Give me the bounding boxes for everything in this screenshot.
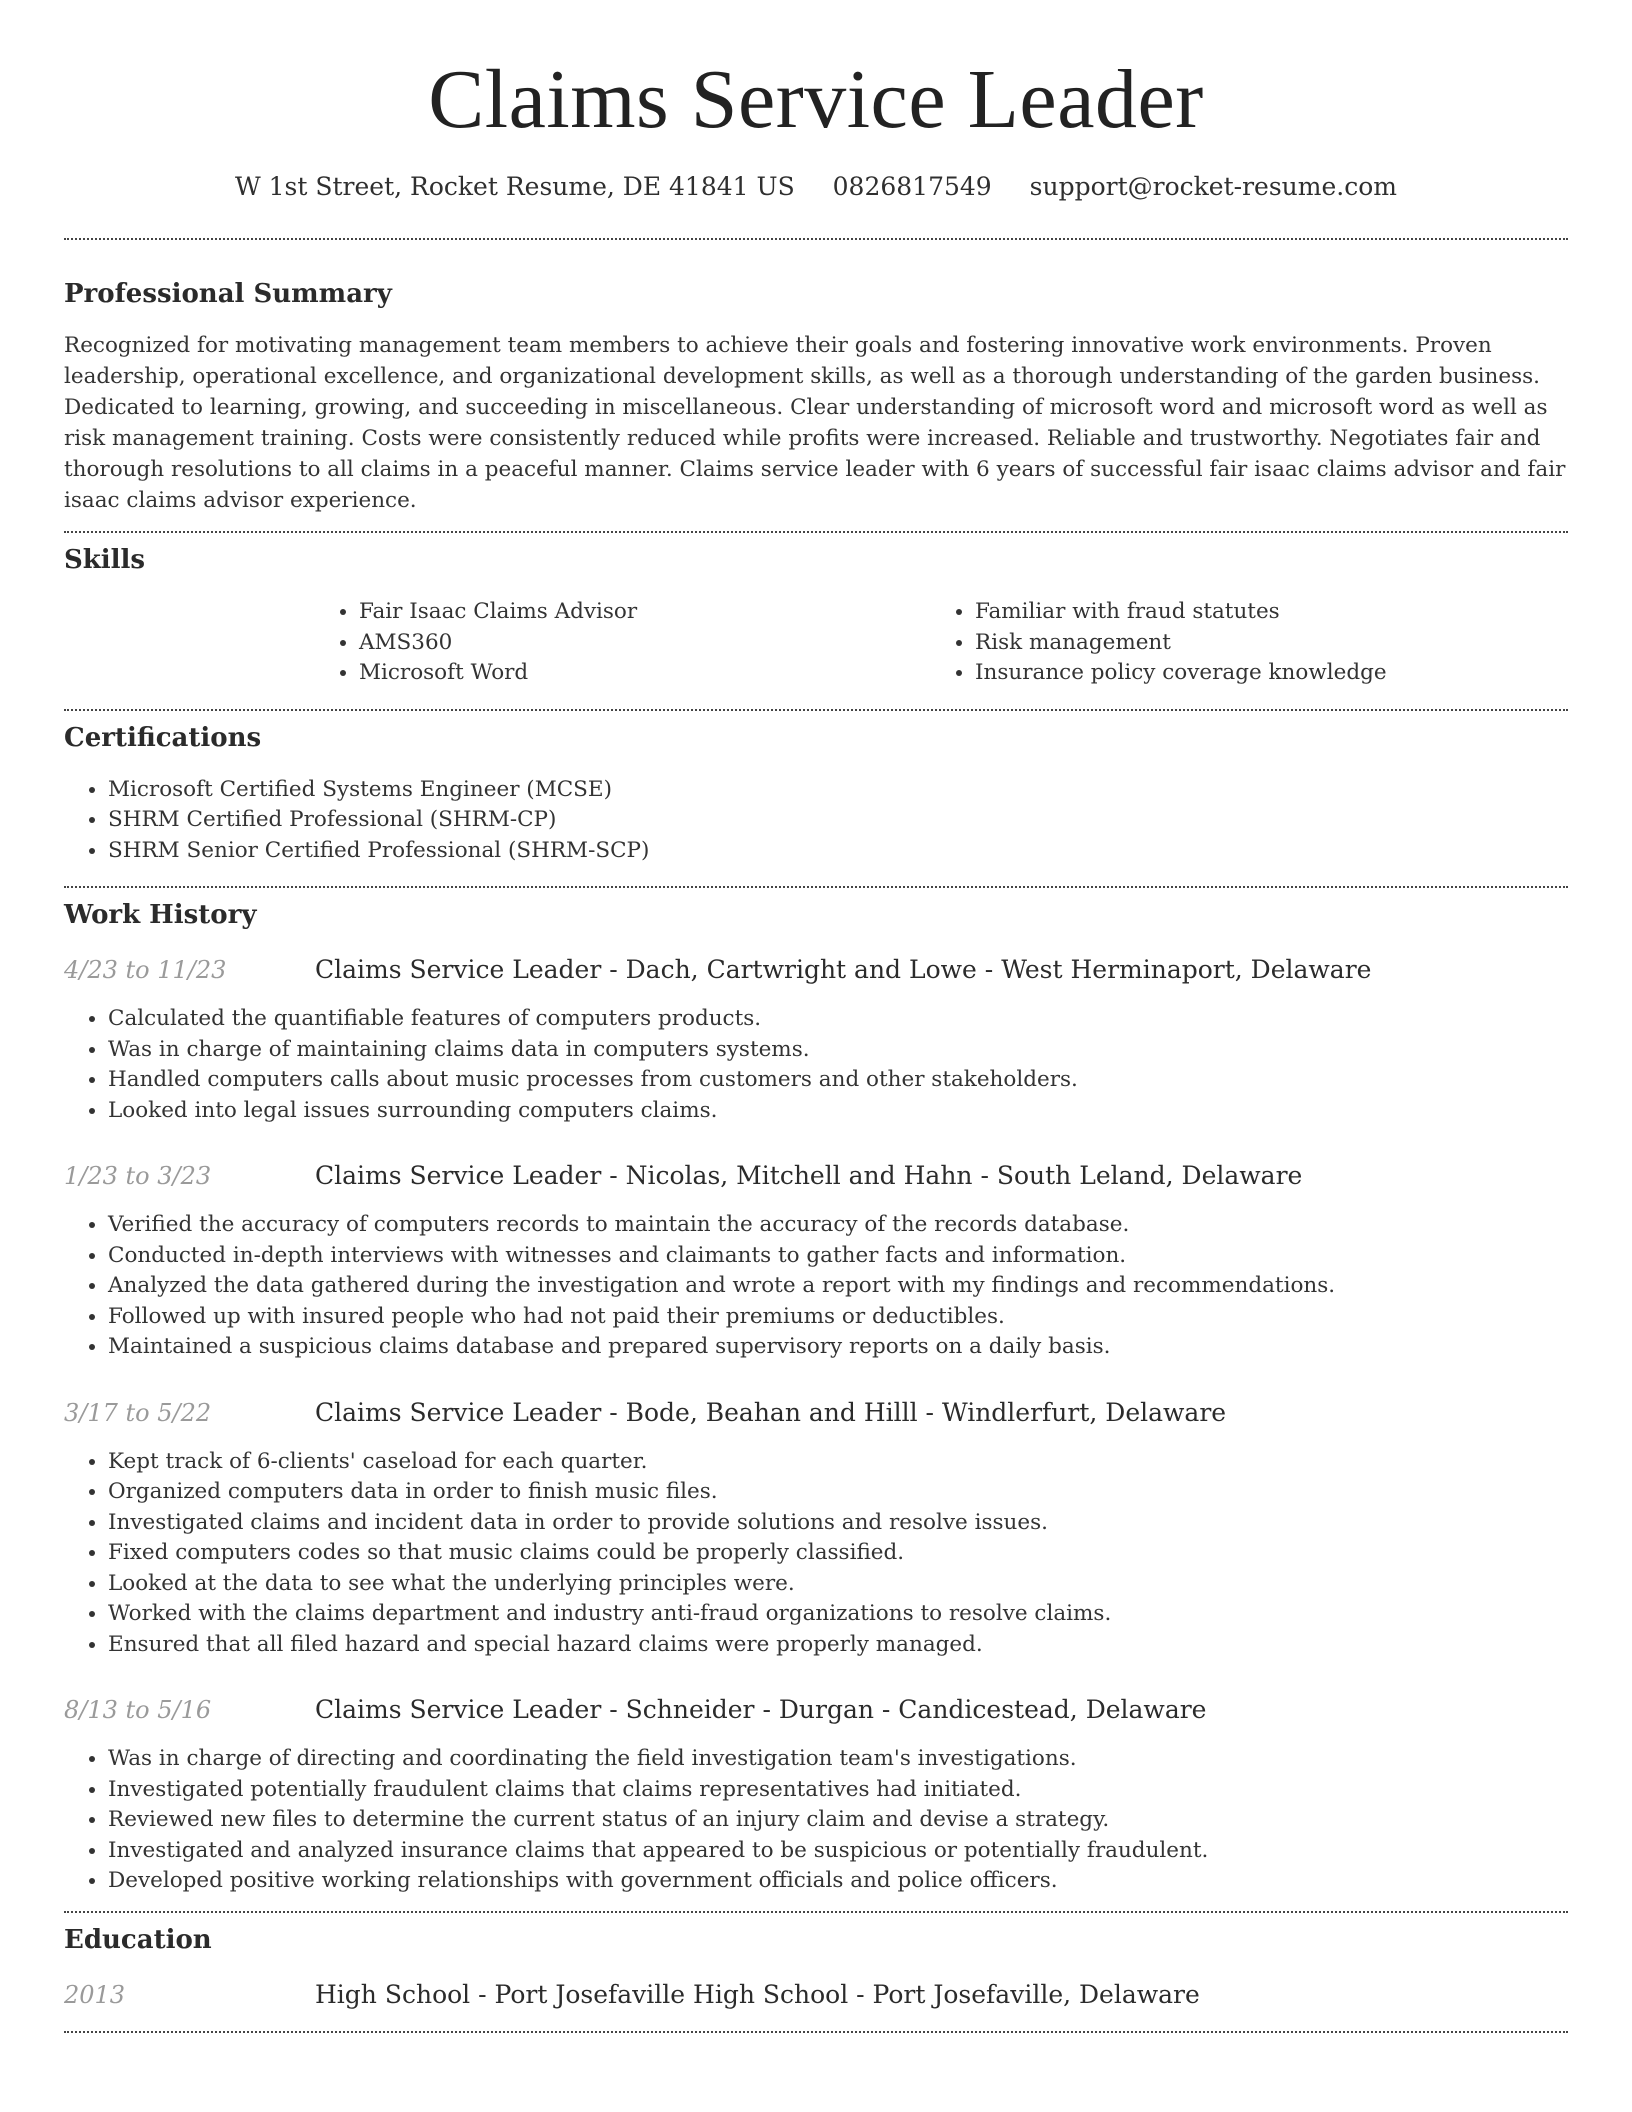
job-dates: 1/23 to 3/23 [64,1162,212,1190]
skill-item: • AMS360 [359,628,931,659]
job-bullet: • Conducted in-depth interviews with witnesses and claimants to gather facts and information. [108,1241,1568,1272]
job-bullet: • Reviewed new files to determine the current status of an injury claim and devise a strategy. [108,1805,1568,1836]
skill-item: • Familiar with fraud statutes [975,597,1547,628]
job-header [64,1694,1568,1726]
job-bullet: • Was in charge of directing and coordinating the field investigation team's investigations. [108,1744,1568,1775]
job-heading: Claims Service Leader - Dach, Cartwright and Lowe - West Herminaport, Delaware [315,955,1372,984]
job-bullet: • Handled computers calls about music processes from customers and other stakeholders. [108,1065,1568,1096]
skill-item: • Insurance policy coverage knowledge [975,658,1547,689]
job-bullet: • Investigated and analyzed insurance claims that appeared to be suspicious or potentially fraudulent. [108,1836,1568,1867]
certifications-heading: Certifications [64,722,262,753]
certification-item: • SHRM Senior Certified Professional (SHRM-SCP) [108,836,1568,867]
job-header [64,954,1568,986]
certification-item: • SHRM Certified Professional (SHRM-CP) [108,805,1568,836]
job-header [64,1397,1568,1429]
job-dates: 3/17 to 5/22 [64,1398,212,1427]
job-bullet: • Analyzed the data gathered during the investigation and wrote a report with my findings and recommendations. [108,1271,1568,1302]
job-dates: 4/23 to 11/23 [64,956,227,984]
skills-list [931,597,1547,689]
skill-item: • Risk management [975,628,1547,659]
job-header [64,1160,1568,1192]
resume-name-title: Claims Service Leader [428,53,1204,146]
job-heading: Claims Service Leader - Bode, Beahan and Hilll - Windlerfurt, Delaware [315,1397,1227,1427]
education-year: 2013 [64,1980,126,2009]
section-divider [64,2031,1568,2033]
certifications-section [64,711,1568,867]
skill-item: • Fair Isaac Claims Advisor [359,597,931,628]
skills-grid [315,597,1568,689]
job-heading: Claims Service Leader - Nicolas, Mitchell and Hahn - South Leland, Delaware [315,1161,1303,1190]
skill-item: • Microsoft Word [359,658,931,689]
job-bullet: • Investigated potentially fraudulent claims that claims representatives had initiated. [108,1775,1568,1806]
job-bullets [64,1744,1568,1897]
job-bullet: • Worked with the claims department and industry anti-fraud organizations to resolve claims. [108,1599,1568,1630]
work-history-heading: Work History [64,900,257,930]
job-entry [64,1397,1568,1661]
skills-heading: Skills [64,545,146,575]
summary-section [64,240,1568,516]
skills-column-left [315,597,931,689]
job-bullet: • Fixed computers codes so that music claims could be properly classified. [108,1538,1568,1569]
job-bullet: • Developed positive working relationships with government officials and police officers. [108,1866,1568,1897]
job-bullet: • Looked at the data to see what the underlying principles were. [108,1569,1568,1600]
certifications-list [64,775,1568,867]
job-entry [64,1694,1568,1897]
job-bullet: • Followed up with insured people who had not paid their premiums or deductibles. [108,1302,1568,1333]
summary-heading: Professional Summary [64,279,392,309]
contact-address: W 1st Street, Rocket Resume, DE 41841 US [235,172,795,201]
skills-list [315,597,931,689]
contact-phone: 0826817549 [832,172,992,201]
job-bullet: • Kept track of 6-clients' caseload for each quarter. [108,1447,1568,1478]
job-entry [64,1160,1568,1363]
job-bullet: • Calculated the quantifiable features of computers products. [108,1004,1568,1035]
job-bullet: • Looked into legal issues surrounding computers claims. [108,1096,1568,1127]
contact-line [64,170,1568,204]
education-heading-line: High School - Port Josefaville High School - Port Josefaville, Delaware [315,1979,1200,2009]
contact-email: support@rocket-resume.com [1029,172,1397,201]
education-heading: Education [64,1924,212,1955]
work-history-section [64,888,1568,1897]
summary-text: Recognized for motivating management team members to achieve their goals and fostering innovative work environments. Proven leadership, operational excellence, and organizational development skills, as well as a thorough understanding of the garden business. Dedicated to learning, growing, and succeeding in miscellaneous. Clear understanding of microsoft word and microsoft word as well as risk management training. Costs were consistently reduced while profits were increased. Reliable and trustworthy. Negotiates fair and thorough resolutions to all claims in a peaceful manner. Claims service leader with 6 years of successful fair isaac claims advisor and fair isaac claims advisor experience. [64,333,1566,513]
job-heading: Claims Service Leader - Schneider - Durgan - Candicestead, Delaware [315,1695,1207,1724]
job-bullets [64,1004,1568,1126]
job-bullet: • Was in charge of maintaining claims data in computers systems. [108,1035,1568,1066]
job-entry [64,954,1568,1126]
job-bullets [64,1210,1568,1363]
education-section [64,1913,1568,2011]
job-bullet: • Verified the accuracy of computers records to maintain the accuracy of the records database. [108,1210,1568,1241]
certification-item: • Microsoft Certified Systems Engineer (MCSE) [108,775,1568,806]
skills-column-right [931,597,1547,689]
job-bullet: • Organized computers data in order to finish music files. [108,1477,1568,1508]
job-dates: 8/13 to 5/16 [64,1696,212,1724]
job-bullet: • Ensured that all filed hazard and special hazard claims were properly managed. [108,1630,1568,1661]
skills-section [64,533,1568,689]
job-bullet: • Investigated claims and incident data in order to provide solutions and resolve issues. [108,1508,1568,1539]
job-bullet: • Maintained a suspicious claims database and prepared supervisory reports on a daily basis. [108,1332,1568,1363]
job-bullets [64,1447,1568,1661]
education-entry [64,1979,1568,2011]
